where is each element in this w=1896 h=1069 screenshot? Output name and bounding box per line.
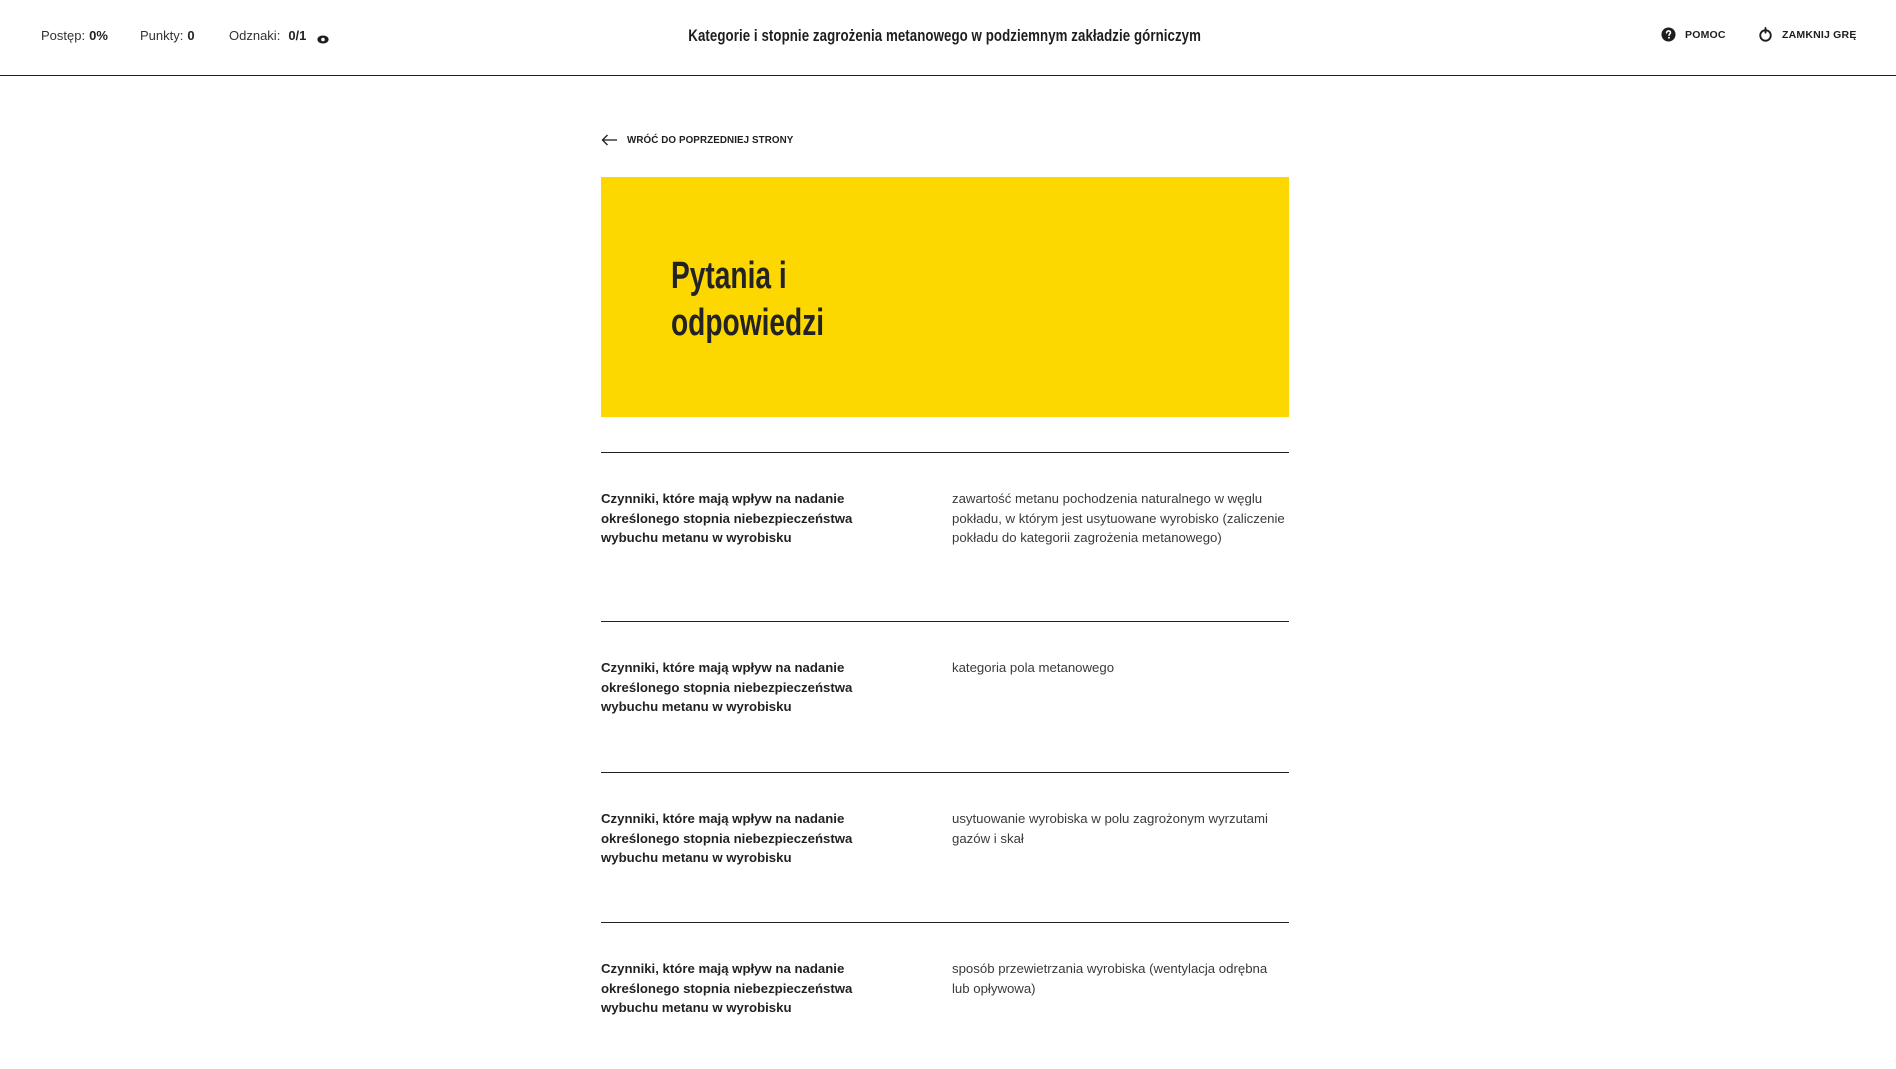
hero-title-line2: odpowiedzi — [671, 302, 825, 344]
qa-answer: usytuowanie wyrobiska w polu zagrożonym wyrzutami gazów i skał — [952, 811, 1268, 846]
help-button[interactable] — [1661, 27, 1726, 42]
qa-question: Czynniki, które mają wpływ na nadanie określonego stopnia niebezpieczeństwa wybuchu metanu w wyrobisku — [601, 811, 853, 865]
points-label: Punkty: — [140, 28, 184, 43]
qa-question: Czynniki, które mają wpływ na nadanie określonego stopnia niebezpieczeństwa wybuchu metanu w wyrobisku — [601, 660, 853, 714]
qa-row — [601, 452, 1289, 622]
back-link[interactable] — [601, 134, 793, 146]
help-label: POMOC — [1685, 28, 1726, 41]
progress-value: 0% — [89, 28, 108, 43]
question-circle-icon — [1661, 27, 1676, 42]
badges-value: 0/1 — [288, 28, 307, 43]
qa-row — [601, 922, 1289, 1069]
qa-row — [601, 772, 1289, 923]
points-value: 0 — [187, 28, 195, 43]
hero-banner — [601, 177, 1289, 417]
qa-answer: kategoria pola metanowego — [952, 660, 1115, 675]
power-icon — [1758, 27, 1773, 42]
qa-answer: zawartość metanu pochodzenia naturalnego w węglu pokładu, w którym jest usytuowane wyrobisko (zaliczenie pokładu do kategorii zagrożenia metanowego) — [952, 491, 1285, 545]
qa-question: Czynniki, które mają wpływ na nadanie określonego stopnia niebezpieczeństwa wybuchu metanu w wyrobisku — [601, 961, 853, 1015]
hero-title — [671, 253, 893, 347]
game-title: Kategorie i stopnie zagrożenia metanowego w podziemnym zakładzie górniczym — [688, 26, 1202, 45]
qa-answer: sposób przewietrzania wyrobiska (wentylacja odrębna lub opływowa) — [952, 961, 1268, 996]
arrow-left-icon — [601, 134, 618, 146]
close-game-button[interactable] — [1758, 27, 1857, 42]
back-link-label: WRÓĆ DO POPRZEDNIEJ STRONY — [627, 134, 794, 146]
close-game-label: ZAMKNIJ GRĘ — [1782, 28, 1857, 41]
badges-label: Odznaki: — [229, 28, 281, 43]
progress-label: Postęp: — [41, 28, 86, 43]
top-bar — [0, 0, 1896, 76]
page-title-wrap — [0, 26, 1890, 46]
qa-row — [601, 621, 1289, 773]
hero-title-line1: Pytania i — [671, 255, 787, 297]
qa-question: Czynniki, które mają wpływ na nadanie określonego stopnia niebezpieczeństwa wybuchu metanu w wyrobisku — [601, 491, 853, 545]
